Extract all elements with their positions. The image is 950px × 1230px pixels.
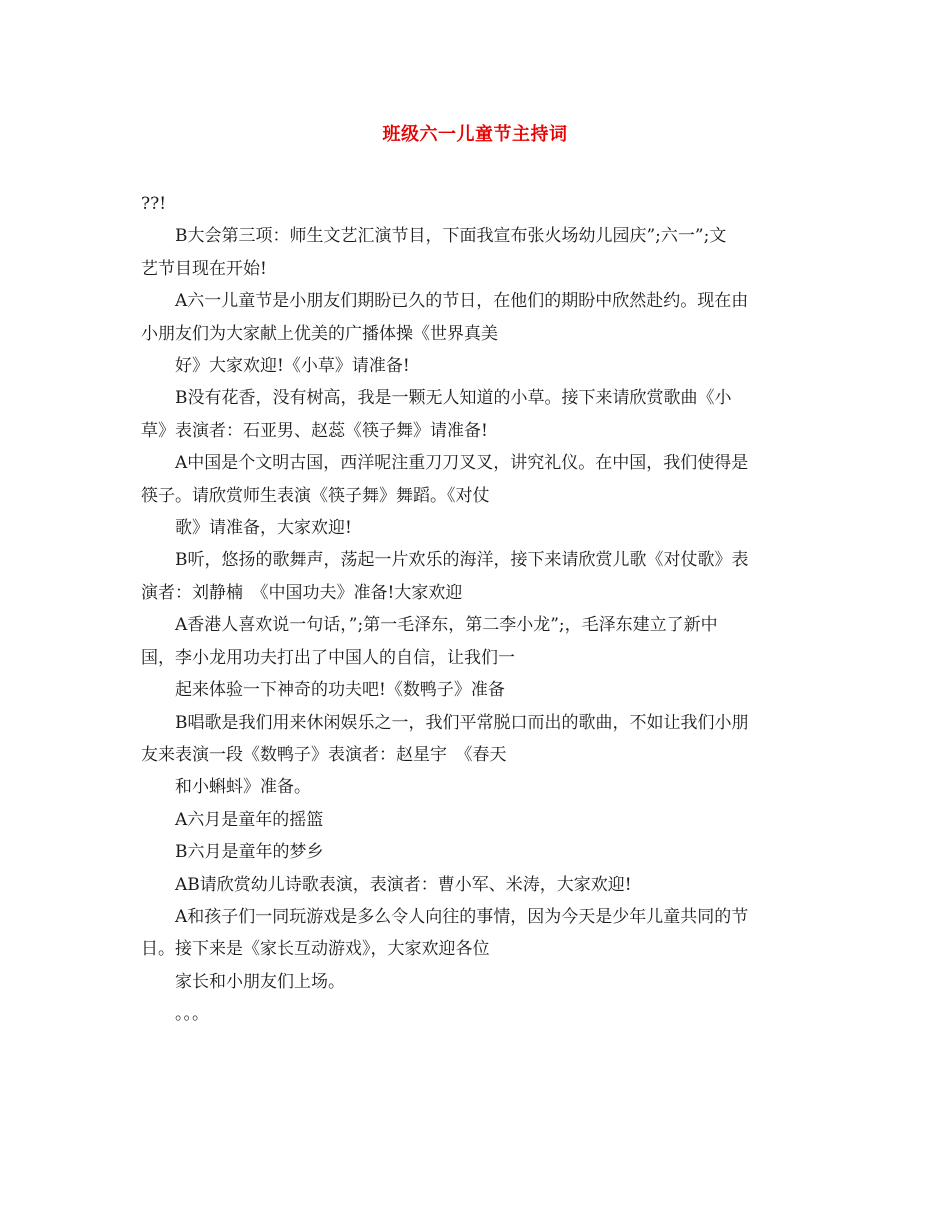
text-line: 日。接下来是《家长互动游戏》，大家欢迎各位 bbox=[141, 939, 490, 960]
text-line: 筷子。请欣赏师生表演《筷子舞》舞蹈。《对仗 bbox=[141, 485, 490, 506]
text-line: 草》表演者：石亚男、赵蕊《筷子舞》请准备! bbox=[141, 420, 488, 441]
text-line: B六月是童年的梦乡 bbox=[175, 842, 324, 863]
text-line: 家长和小朋友们上场。 bbox=[175, 971, 345, 992]
document-title: 班级六一儿童节主持词 bbox=[382, 124, 568, 145]
text-line: B没有花香，没有树高，我是一颗无人知道的小草。接下来请欣赏歌曲《小 bbox=[175, 388, 732, 409]
text-line: 好》大家欢迎!《小草》请准备! bbox=[175, 356, 410, 377]
text-line: A中国是个文明古国，西洋呢注重刀刀叉叉，讲究礼仪。在中国，我们使得是 bbox=[175, 453, 749, 474]
text-line: 演者：刘静楠 《中国功夫》准备!大家欢迎 bbox=[141, 582, 463, 603]
text-line: 艺节目现在开始! bbox=[141, 258, 267, 279]
text-line: 小朋友们为大家献上优美的广播体操《世界真美 bbox=[141, 323, 498, 344]
text-line: AB请欣赏幼儿诗歌表演，表演者：曹小军、米涛，大家欢迎! bbox=[175, 874, 632, 895]
document-body bbox=[141, 188, 813, 1031]
text-line: B听，悠扬的歌舞声，荡起一片欢乐的海洋，接下来请欣赏儿歌《对仗歌》表 bbox=[175, 550, 749, 571]
text-line: 和小蝌蚪》准备。 bbox=[175, 777, 311, 798]
text-line: A和孩子们一同玩游戏是多么令人向往的事情，因为今天是少年儿童共同的节 bbox=[175, 906, 749, 927]
text-line: 。。。 bbox=[175, 1004, 209, 1025]
text-line: 国，李小龙用功夫打出了中国人的自信，让我们一 bbox=[141, 647, 515, 668]
text-line: B唱歌是我们用来休闲娱乐之一，我们平常脱口而出的歌曲，不如让我们小朋 bbox=[175, 712, 749, 733]
text-line: 友来表演一段《数鸭子》表演者：赵星宇 《春天 bbox=[141, 744, 507, 765]
text-line: 歌》请准备，大家欢迎! bbox=[175, 518, 352, 539]
text-line: B大会第三项：师生文艺汇演节目，下面我宣布张火场幼儿园庆”;六一”;文 bbox=[175, 226, 727, 247]
text-line: A六月是童年的摇篮 bbox=[175, 809, 324, 830]
text-line: ??! bbox=[141, 194, 167, 214]
text-line: A六一儿童节是小朋友们期盼已久的节日，在他们的期盼中欣然赴约。现在由 bbox=[175, 291, 749, 312]
text-line: A香港人喜欢说一句话，”;第一毛泽东，第二李小龙”;，毛泽东建立了新中 bbox=[175, 615, 718, 636]
text-line: 起来体验一下神奇的功夫吧!《数鸭子》准备 bbox=[175, 680, 505, 701]
